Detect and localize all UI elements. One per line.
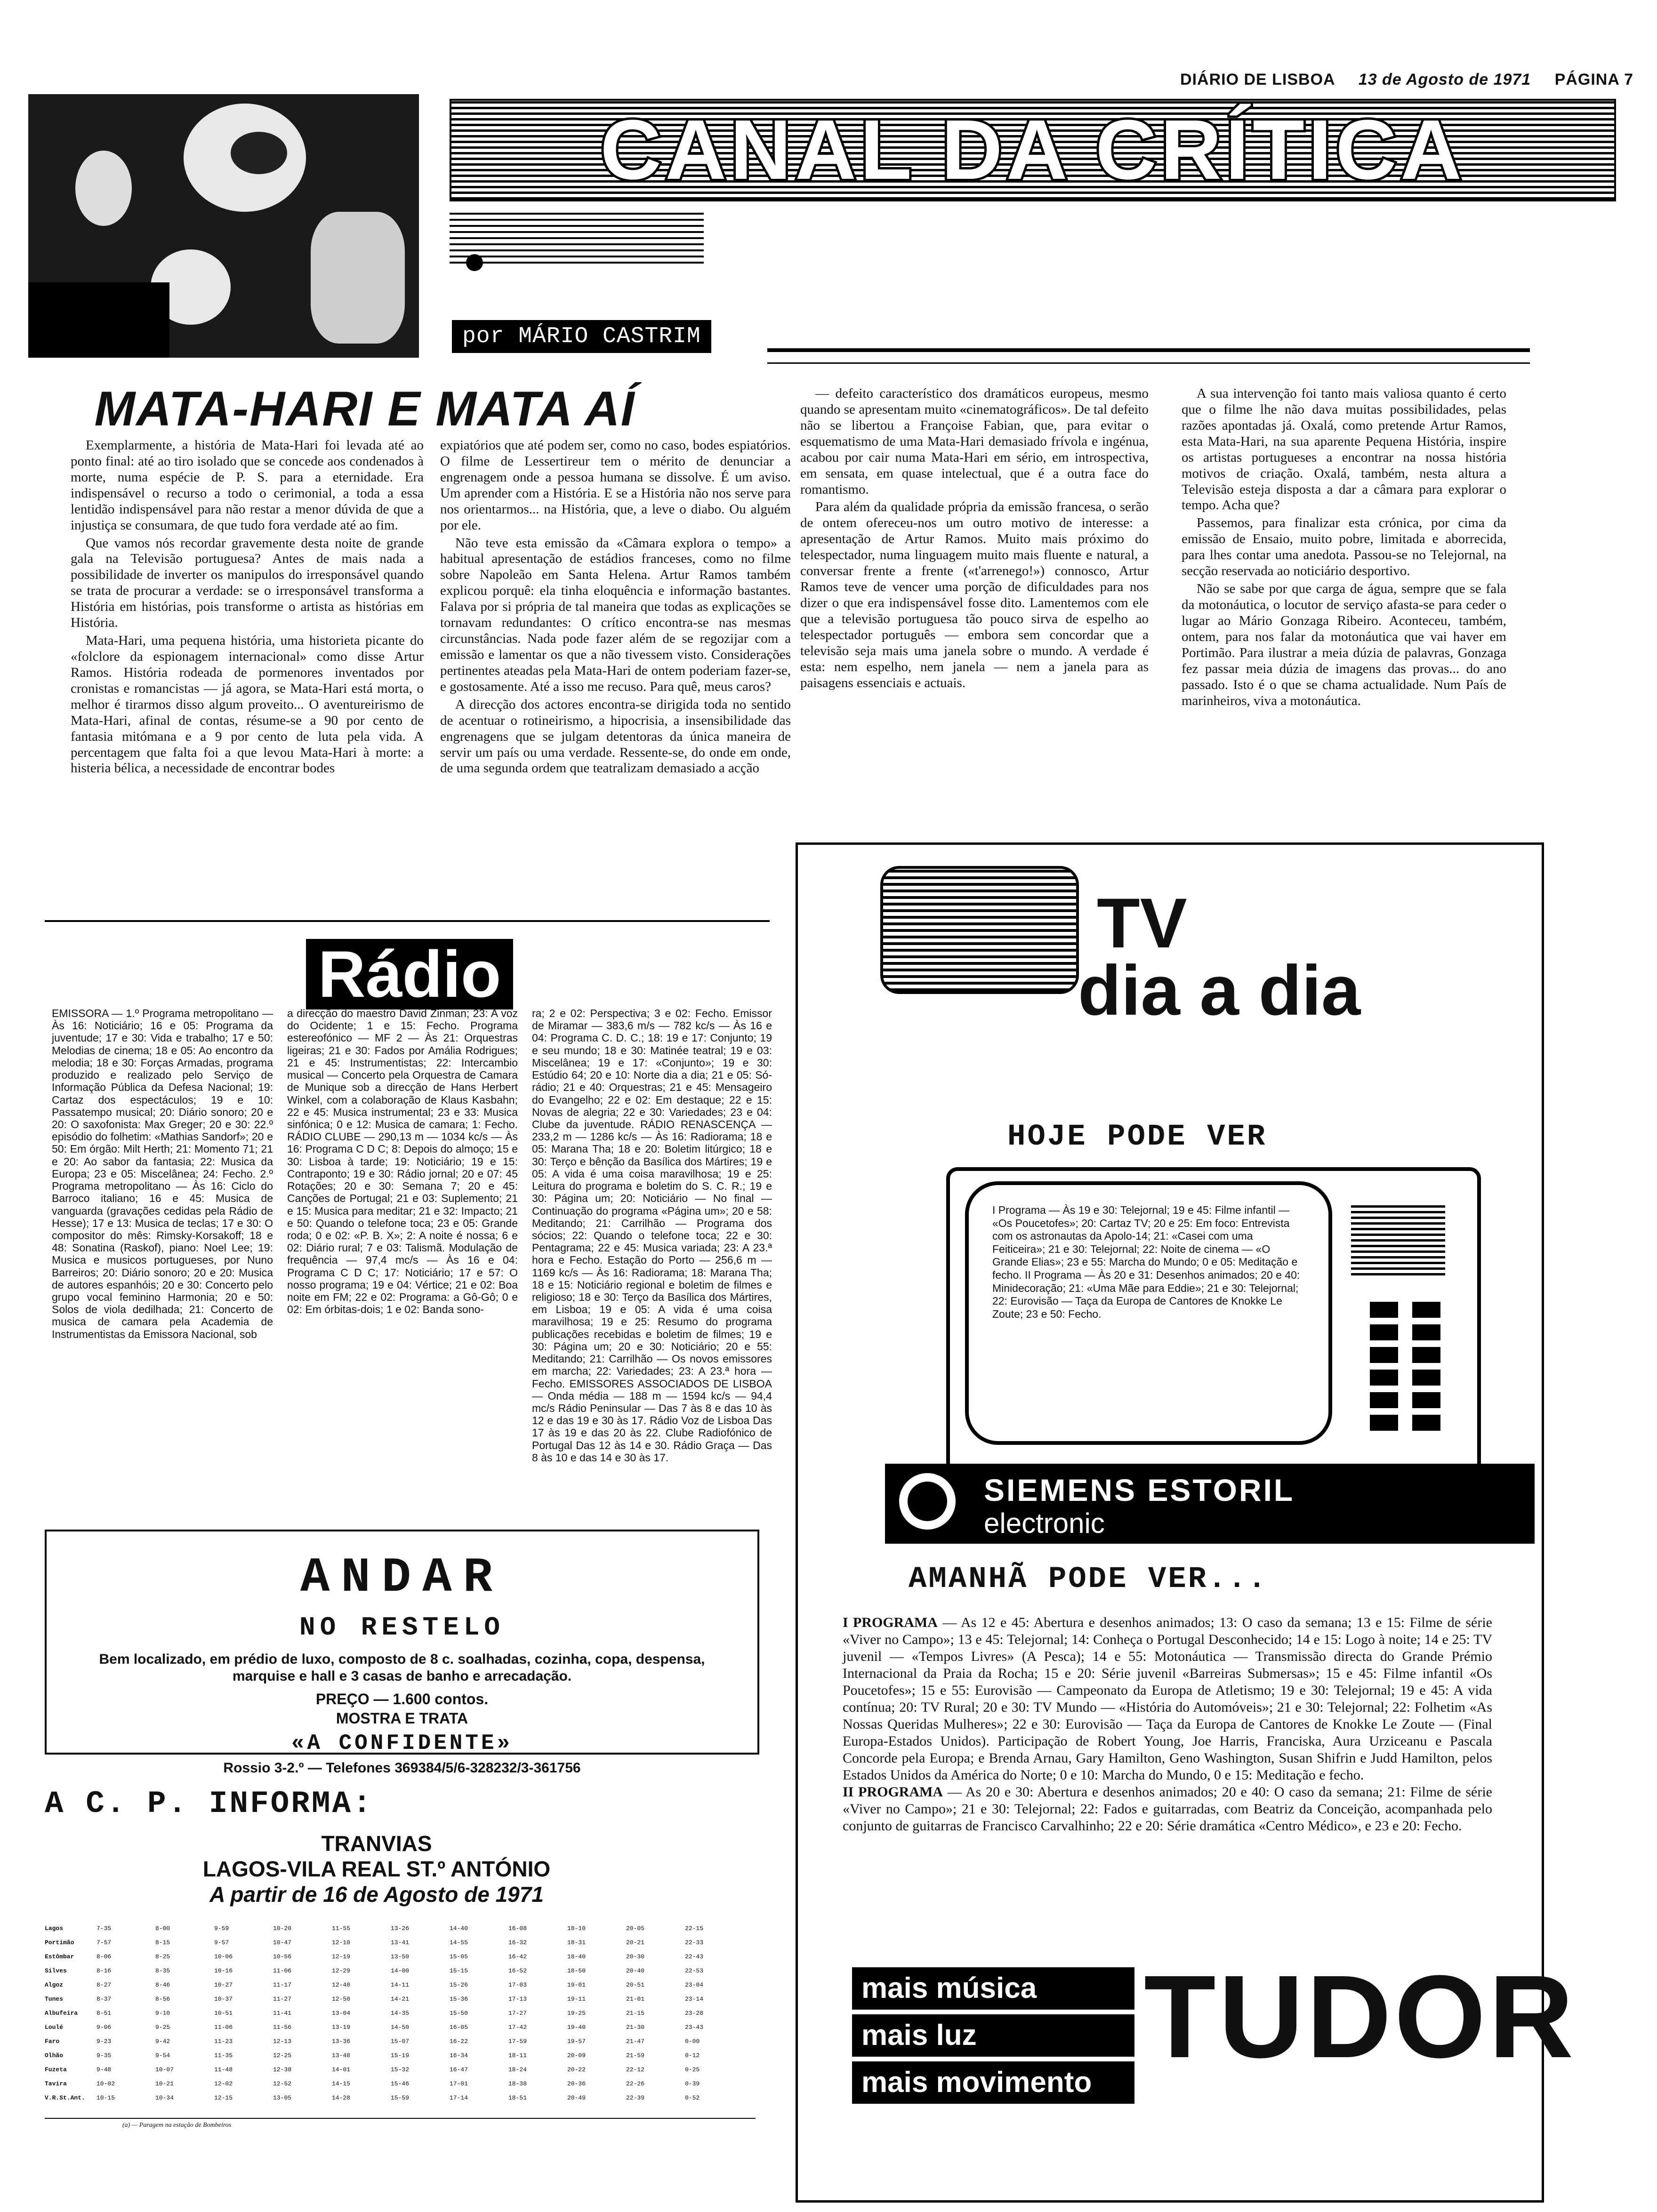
program-1 <box>843 1614 1492 1784</box>
timetable-cell: 14-11 <box>391 1981 410 1988</box>
timetable-cell: 21-15 <box>626 2010 645 2017</box>
timetable-cell: 18-11 <box>508 2052 527 2059</box>
timetable-cell: 16-22 <box>450 2038 468 2045</box>
timetable-cell: 18-38 <box>508 2080 527 2087</box>
timetable-cell: 10-34 <box>155 2094 174 2101</box>
timetable-cell: 10-47 <box>273 1939 292 1946</box>
timetable-cell: 0-00 <box>685 2038 700 2045</box>
timetable-cell: 9-10 <box>155 2010 170 2017</box>
timetable-cell: 20-30 <box>626 1953 645 1960</box>
timetable-cell: 22-26 <box>626 2080 645 2087</box>
timetable-cell: 11-06 <box>214 2024 233 2031</box>
timetable-cell: 15-36 <box>450 1996 468 2003</box>
timetable-heading <box>165 1831 588 1907</box>
timetable-cell: 23-43 <box>685 2024 704 2031</box>
program-2 <box>843 1784 1492 1835</box>
timetable-cell: 21-01 <box>626 1996 645 2003</box>
timetable-cell: 14-35 <box>391 2010 410 2017</box>
timetable-cell: 12-52 <box>273 2080 292 2087</box>
timetable-cell: 8-16 <box>97 1967 112 1974</box>
timetable-cell: 11-06 <box>273 1967 292 1974</box>
paragraph: expiatórios que até podem ser, como no caso, bodes espiatórios. O filme de Lessertireur tem o mérito de denunciar a engrenagem onde a pessoa humana se dissolve. É um aviso. Um aprender com a História. E se a História não nos serve para nos orientarmos... na História, que, a leve o diabo. Ou alguém por ele. <box>440 438 791 533</box>
timetable-cell: 13-19 <box>332 2024 351 2031</box>
timetable-cell: 7-35 <box>97 1925 112 1932</box>
article-photo <box>28 94 419 358</box>
timetable-cell: 22-53 <box>685 1967 704 1974</box>
tv-logo <box>1078 883 1361 1030</box>
timetable-cell: 14-00 <box>391 1967 410 1974</box>
tv-logo-screen <box>880 866 1079 994</box>
timetable-cell: 9-54 <box>155 2052 170 2059</box>
timetable-cell: 8-00 <box>155 1925 170 1932</box>
timetable-cell: 16-08 <box>508 1925 527 1932</box>
station-name: Faro <box>45 2038 60 2045</box>
timetable-cell: 16-47 <box>450 2066 468 2073</box>
timetable-cell: 10-51 <box>214 2010 233 2017</box>
station-name: Silves <box>45 1967 67 1974</box>
page-number: PÁGINA 7 <box>1554 71 1633 88</box>
timetable-cell: 13-48 <box>332 2052 351 2059</box>
paper-name: DIÁRIO DE LISBOA <box>1180 71 1335 88</box>
timetable-cell: 19-01 <box>567 1981 586 1988</box>
rule <box>45 2118 756 2119</box>
station-name: V.R.St.Ant. <box>45 2094 85 2101</box>
timetable-cell: 10-16 <box>214 1967 233 1974</box>
timetable-cell: 9-57 <box>214 1939 229 1946</box>
timetable-cell: 12-25 <box>273 2052 292 2059</box>
timetable-cell: 21-47 <box>626 2038 645 2045</box>
real-estate-ad <box>45 1530 759 1776</box>
section-rule <box>45 920 770 922</box>
timetable-cell: 16-42 <box>508 1953 527 1960</box>
program-2-text: — As 20 e 30: Abertura e desenhos animados; 20 e 40: O caso da semana; 21: Filme de série «Viver no Campo»; 21 e 30: Telejornal; 22: Fados e guitarradas, com Beatriz da Conceição, acompanhada pelo conjunto de guitarras de Francisco Carvalhinho; 22 e 20: Série dramática «Centro Médico», e 23 e 20: Fecho. <box>843 1784 1492 1834</box>
paragraph: Exemplarmente, a história de Mata-Hari foi levada até ao ponto final: até ao tiro isolado que se concede aos condenados à morte, numa espécie de P. S. para a eternidade. Era indispensável o recurso a todo o cerimonial, a toda a essa lentidão indispensável para não restar a menor dúvida de que a injustiça se consumara, de que tudo fora verdade até ao fim. <box>71 438 424 533</box>
timetable-cell: 13-04 <box>332 2010 351 2017</box>
siemens-banner <box>885 1464 1535 1544</box>
timetable-cell: 18-51 <box>508 2094 527 2101</box>
timetable-cell: 8-51 <box>97 2010 112 2017</box>
timetable-cell: 10-27 <box>214 1981 233 1988</box>
timetable-cell: 19-40 <box>567 2024 586 2031</box>
timetable-cell: 12-19 <box>332 1953 351 1960</box>
timetable-cell: 15-50 <box>450 2010 468 2017</box>
timetable-cell: 0-25 <box>685 2066 700 2073</box>
timetable-cell: 13-36 <box>332 2038 351 2045</box>
paragraph: A direcção dos actores encontra-se dirigida toda no sentido de acentuar o rotineirismo, a hipocrisia, a insensibilidade das engrenagens que se julgam detentoras da única maneira de servir um país ou uma verdade. Ressente-se, do onde em onde, de uma segunda ordem que teatralizam demasiado a acção <box>440 697 791 776</box>
timetable-cell: 10-06 <box>214 1953 233 1960</box>
timetable-cell: 15-15 <box>450 1967 468 1974</box>
timetable-cell: 17-01 <box>450 2080 468 2087</box>
paragraph: A sua intervenção foi tanto mais valiosa quanto é certo que o filme lhe não dava muitas possibilidades, pelas razões apontadas já. Oxalá, como pretende Artur Ramos, esta Mata-Hari, na sua aparente Pequena História, inspire os artistas portugueses a encontrar na nossa história motivos de criação. Oxalá, também, nesta altura a Televisão esteja disposta a dar a câmara para explorar o tempo. Acha que? <box>1182 386 1506 513</box>
timetable-cell: 17-14 <box>450 2094 468 2101</box>
timetable-cell: 13-05 <box>273 2094 292 2101</box>
tv-logo-line1: TV <box>1097 883 1187 962</box>
paragraph: Passemos, para finalizar esta crónica, por cima da emissão de Ensaio, muito pobre, limitada e aborrecida, para lhes contar uma anedota. Passou-se no Telejornal, na secção reservada ao noticiário desportivo. <box>1182 515 1506 579</box>
timetable-cell: 12-15 <box>214 2094 233 2101</box>
station-name: Albufeira <box>45 2010 78 2017</box>
timetable-cell: 22-33 <box>685 1939 704 1946</box>
timetable-cell: 15-05 <box>450 1953 468 1960</box>
timetable-cell: 8-56 <box>155 1996 170 2003</box>
timetable-cell: 11-48 <box>214 2066 233 2073</box>
timetable-cell: 17-03 <box>508 1981 527 1988</box>
timetable-cell: 14-40 <box>450 1925 468 1932</box>
ad-description: Bem localizado, em prédio de luxo, composto de 8 c. soalhadas, cozinha, copa, despensa, marquise e hall e 3 casas de banho e arrecadação. <box>99 1651 705 1684</box>
ad-subtitle: NO RESTELO <box>299 1612 505 1643</box>
article-title: MATA-HARI E MATA AÍ <box>94 382 635 436</box>
program-2-label: II PROGRAMA <box>843 1784 943 1800</box>
tv-screen-listing: I Programa — Às 19 e 30: Telejornal; 19 e 45: Filme infantil — «Os Poucetofes»; 20: Cartaz TV; 20 e 25: Em foco: Entrevista com os astronautas da Apolo-14; 21: «Casei com uma Feiticeira»; 21 e 30: Telejornal; 22: Noite de cinema — «O Grande Elias»; 23 e 55: Marcha do Mundo; 0 e 05: Meditação e fecho. II Programa — Às 20 e 31: Desenhos animados; 20 e 40: Minidecoração; 21: «Uma Mãe para Eddie»; 21 e 30: Telejornal; 22: Eurovisão — Taça da Europa de Cantores de Knokke Le Zoute; 23 e 50: Fecho. <box>965 1181 1332 1445</box>
timetable-cell: 20-05 <box>626 1925 645 1932</box>
timetable-cell: 8-15 <box>155 1939 170 1946</box>
slogan: mais música <box>852 1967 1134 2010</box>
tv-controls <box>1342 1186 1459 1459</box>
slogan: mais luz <box>852 2014 1134 2057</box>
paragraph: Para além da qualidade própria da emissão francesa, o serão de ontem ofereceu-nos um outro motivo de interesse: a apresentação de Artur Ramos. Muito mais próximo do telespectador, numa linguagem muito mais fluente e natural, a conversar frente a frente («t'arrenego!») connosco, Artur Ramos teve de vencer uma porção de dificuldades para nos dizer o que era indispensável fosse dito. Lamentemos com ele que a televisão portuguesa tão pouco sirva de espelho ao telespectador português — embora sem concordar que a televisão seja mais uma janela sobre o mundo. A verdade é esta: nem espelho, nem janela — nem a janela para as paisagens essenciais e actuais. <box>800 499 1149 690</box>
timetable-cell: 0-52 <box>685 2094 700 2101</box>
tomorrow-heading: AMANHÃ PODE VER... <box>909 1563 1268 1596</box>
timetable-cell: 18-50 <box>567 1967 586 1974</box>
timetable-cell: 11-23 <box>214 2038 233 2045</box>
timetable-cell: 12-29 <box>332 1967 351 1974</box>
timetable-cell: 20-36 <box>567 2080 586 2087</box>
byline: por MÁRIO CASTRIM <box>452 320 711 353</box>
timetable-cell: 9-48 <box>97 2066 112 2073</box>
rule <box>767 348 1530 352</box>
timetable-cell: 20-49 <box>567 2094 586 2101</box>
timetable-cell: 22-15 <box>685 1925 704 1932</box>
timetable-cell: 18-24 <box>508 2066 527 2073</box>
timetable-cell: 17-27 <box>508 2010 527 2017</box>
timetable-cell: 17-42 <box>508 2024 527 2031</box>
timetable-cell: 20-40 <box>626 1967 645 1974</box>
timetable-cell: 18-40 <box>567 1953 586 1960</box>
station-name: Lagos <box>45 1925 64 1932</box>
ad-title: ANDAR <box>300 1550 504 1606</box>
paragraph: — defeito característico dos dramáticos europeus, mesmo quando se apresentam muito «cinematográficos». De tal defeito não se libertou a Françoise Fabian, que, para evitar o esquematismo de uma Mata-Hari demasiado frívola e ingénua, acabou por cair numa Mata-Hari em sério, em introspectiva, em sensata, em quase intelectual, que é a outra face do romantismo. <box>800 386 1149 497</box>
ad-show: MOSTRA E TRATA <box>336 1710 468 1727</box>
radio-heading: Rádio <box>306 939 513 1010</box>
timetable-cell: 9-06 <box>97 2024 112 2031</box>
brand-sub: electronic <box>984 1507 1105 1539</box>
tv-logo-line2: dia a dia <box>1078 950 1361 1030</box>
slogan: mais movimento <box>852 2061 1134 2104</box>
timetable <box>45 1925 756 2113</box>
tudor-logo: TUDOR <box>1144 1951 1577 2082</box>
masthead-title: CANAL DA CRÍTICA <box>600 103 1465 197</box>
station-name: Loulé <box>45 2024 64 2031</box>
timetable-date: A partir de 16 de Agosto de 1971 <box>209 1882 544 1907</box>
timetable-cell: 17-59 <box>508 2038 527 2045</box>
timetable-cell: 11-56 <box>273 2024 292 2031</box>
radio-column-1: EMISSORA — 1.º Programa metropolitano — Às 16: Noticiário; 16 e 05: Programa da juventude; 17 e 30: Vida e trabalho; 17 e 50: Melodias de cinema; 18 e 05: Ao encontro da melodia; 18 e 30: Forças Armadas, programa produzido e realizado pelo Serviço de Informação Pública da Defesa Nacional; 19: Cartaz dos espectáculos; 19 e 10: Passatempo musical; 20: Diário sonoro; 20 e 20: O saxofonista: Max Greger; 20 e 30: 22.º episódio do folhetim: «Mathias Sandorf»; 20 e 50: Em órgão: Milt Herth; 21: Momento 71; 21 e 20: Ao sabor da fantasia; 22: Musica da Europa; 23 e 05: Miscelânea; 24: Fecho. 2.º Programa metropolitano — Às 16: Ciclo do Barroco italiano; 16 e 45: Musica de vanguarda (gravações cedidas pela Rádio de Hesse); 17 e 13: Musica de teclas; 17 e 30: O compositor do mês: Rimsky-Korsakoff; 18 e 48: Sonatina (Raskof), piano: Noel Lee; 19: Musica e musicos portugueses, por Nuno Barreiros; 20: Diário sonoro; 20 e 20: Musica de autores espanhóis; 20 e 30: Concerto pelo grupo vocal feminino Harmonia; 20 e 50: Solos de viola dedilhada; 21: Concerto de musica de camara pela Academia de Instrumentistas da Emissora Nacional, sob <box>52 1007 273 1340</box>
timetable-cell: 11-55 <box>332 1925 351 1932</box>
timetable-cell: 0-12 <box>685 2052 700 2059</box>
timetable-cell: 12-50 <box>332 1996 351 2003</box>
timetable-note: (a) — Paragem na estação de Bombeiros <box>122 2122 232 2129</box>
timetable-cell: 22-39 <box>626 2094 645 2101</box>
timetable-cell: 10-07 <box>155 2066 174 2073</box>
timetable-cell: 19-25 <box>567 2010 586 2017</box>
station-name: Fuzeta <box>45 2066 67 2073</box>
acp-title: A C. P. INFORMA: <box>45 1786 373 1821</box>
timetable-cell: 16-32 <box>508 1939 527 1946</box>
timetable-cell: 21-30 <box>626 2024 645 2031</box>
today-heading: HOJE PODE VER <box>1007 1120 1267 1154</box>
timetable-cell: 8-25 <box>155 1953 170 1960</box>
program-1-label: I PROGRAMA <box>843 1615 938 1630</box>
paragraph: Que vamos nós recordar gravemente desta noite de grande gala na Televisão portuguesa? Antes de mais nada a possibilidade de inverter os manipulos do irresponsável quando se trata de procurar a verdade: se o irresponsável transforma a História em histórias, pois transforme o artista as histórias em História. <box>71 535 424 631</box>
timetable-cell: 22-43 <box>685 1953 704 1960</box>
timetable-cell: 11-35 <box>214 2052 233 2059</box>
timetable-cell: 8-35 <box>155 1967 170 1974</box>
timetable-cell: 18-31 <box>567 1939 586 1946</box>
ad-contact: Rossio 3-2.º — Telefones 369384/5/6-328232/3-361756 <box>223 1760 581 1776</box>
timetable-cell: 20-51 <box>626 1981 645 1988</box>
timetable-cell: 12-02 <box>214 2080 233 2087</box>
timetable-cell: 10-37 <box>214 1996 233 2003</box>
timetable-cell: 23-14 <box>685 1996 704 2003</box>
timetable-cell: 22-12 <box>626 2066 645 2073</box>
timetable-cell: 16-34 <box>450 2052 468 2059</box>
issue-date: 13 de Agosto de 1971 <box>1358 71 1531 88</box>
timetable-cell: 8-37 <box>97 1996 112 2003</box>
station-name: Estômbar <box>45 1953 74 1960</box>
timetable-cell: 13-50 <box>391 1953 410 1960</box>
article-column-1 <box>71 438 424 778</box>
timetable-cell: 10-02 <box>97 2080 115 2087</box>
timetable-cell: 10-15 <box>97 2094 115 2101</box>
paragraph: Mata-Hari, uma pequena história, uma historieta picante do «folclore da espionagem internacional» como disse Artur Ramos. História rodeada de pormenores inventados por cronistas e romancistas — já agora, se Mata-Hari está morta, o melhor é tirarmos disso algum proveito... O aventureirismo de Mata-Hari, afinal de contas, résume-se a 90 por cento de fantasia mitómana e a 9 por cento de luta pela vida. A percentagem que falta foi a que levou Mata-Hari à morte: a histeria bélica, a necessidade de encontrar bodes <box>71 633 424 776</box>
article-column-4 <box>1182 386 1506 711</box>
timetable-cell: 10-20 <box>273 1925 292 1932</box>
station-name: Portimão <box>45 1939 74 1946</box>
timetable-cell: 11-17 <box>273 1981 292 1988</box>
timetable-cell: 15-32 <box>391 2066 410 2073</box>
radio-column-2: a direcção do maestro David Zinman; 23: A voz do Ocidente; 1 e 15: Fecho. Programa estereofónico — MF 2 — Às 21: Orquestras ligeiras; 21 e 30: Fados por Amália Rodrigues; 21 e 45: Instrumentistas; 22: Intercambio musical — Concerto pela Orquestra de Camara de Munique sob a direcção de Hans Herbert Winkel, com a colaboração de Klaus Kasbahn; 22 e 45: Musica instrumental; 23 e 33: Musica sinfónica; 0 e 12: Musica de camara; 1: Fecho. RÁDIO CLUBE — 290,13 m — 1034 kc/s — Às 16: Programa C D C; 8: Depois do almoço; 15 e 30: Lisboa à tarde; 19: Noticiário; 19 e 15: Contraponto; 19 e 30: Rádio jornal; 20 e 07: 45 Rotações; 20 e 30: Semana 7; 20 e 45: Canções de Portugal; 21 e 03: Suplemento; 21 e 15: Musica para meditar; 21 e 32: Impacto; 21 e 50: Quando o telefone toca; 23 e 05: Grande roda; 0 e 02: «P. B. X»; 2: A noite é nossa; 6 e 02: Diário rural; 7 e 03: Talismã. Modulação de frequência — 97,4 mc/s — Às 16 e 04: Programa C D C; 17: Noticiário; 17 e 57: O nosso programa; 19 e 04: Vértice; 21 e 02: Boa noite em FM; 22 e 02: Programa: a Gô-Gô; 0 e 02: Em órbitas-dois; 1 e 02: Banda sono- <box>287 1007 518 1316</box>
timetable-cell: 13-41 <box>391 1939 410 1946</box>
timetable-cell: 8-46 <box>155 1981 170 1988</box>
article-column-3 <box>800 386 1149 693</box>
timetable-cell: 14-15 <box>332 2080 351 2087</box>
timetable-cell: 15-19 <box>391 2052 410 2059</box>
tomorrow-listing <box>843 1614 1492 1835</box>
timetable-cell: 14-50 <box>391 2024 410 2031</box>
timetable-cell: 13-26 <box>391 1925 410 1932</box>
timetable-cell: 10-21 <box>155 2080 174 2087</box>
station-name: Tunes <box>45 1996 64 2003</box>
timetable-cell: 8-27 <box>97 1981 112 1988</box>
siemens-logo-icon <box>899 1473 956 1530</box>
timetable-cell: 12-40 <box>332 1981 351 1988</box>
station-name: Tavira <box>45 2080 67 2087</box>
tudor-ad <box>852 1951 1577 2108</box>
timetable-cell: 11-41 <box>273 2010 292 2017</box>
timetable-cell: 23-28 <box>685 2010 704 2017</box>
timetable-cell: 9-42 <box>155 2038 170 2045</box>
timetable-cell: 15-59 <box>391 2094 410 2101</box>
timetable-cell: 15-07 <box>391 2038 410 2045</box>
paragraph: Não teve esta emissão da «Câmara explora o tempo» a habitual apresentação de estádios franceses, como no filme sobre Napoleão em Santa Helena. Artur Ramos também explicou porquê: ela tinha eloquência e informação bastantes. Falava por si própria de tal maneira que todas as explicações se tornavam redundantes: O crítico encontra-se nas mesmas circunstâncias. Nada pode fazer além de se regozijar com a emissão e lamentar os que a não tivessem visto. Considerações pertinentes ateadas pela Mata-Hari de ontem poderiam fazer-se, e gostosamente. Até a isso me recuso. Para quê, meus caros? <box>440 535 791 694</box>
paragraph: Não se sabe por que carga de água, sempre que se fala da motonáutica, o locutor de serviço afasta-se para ceder o lugar ao Mário Gonzaga Ribeiro. Aconteceu, também, ontem, para nos falar da motonáutica que vai haver em Portimão. Para ilustrar a meia dúzia de palavras, Gonzaga fez passar meia dúzia de imagens das provas... do ano passado. Isto é o que se chama actualidade. Num País de marinheiros, viva a motonáutica. <box>1182 581 1506 708</box>
timetable-cell: 17-13 <box>508 1996 527 2003</box>
timetable-cell: 9-35 <box>97 2052 112 2059</box>
timetable-cell: 21-59 <box>626 2052 645 2059</box>
rule <box>767 362 1530 364</box>
timetable-cell: 18-10 <box>567 1925 586 1932</box>
timetable-cell: 12-13 <box>273 2038 292 2045</box>
timetable-cell: 12-10 <box>332 1939 351 1946</box>
page-header <box>1180 71 1633 89</box>
timetable-cell: 9-23 <box>97 2038 112 2045</box>
timetable-cell: 9-25 <box>155 2024 170 2031</box>
decorative-lines <box>450 212 704 264</box>
ad-price: PREÇO — 1.600 contos. <box>315 1691 489 1707</box>
timetable-cell: 14-28 <box>332 2094 351 2101</box>
timetable-cell: 10-56 <box>273 1953 292 1960</box>
timetable-cell: 9-59 <box>214 1925 229 1932</box>
timetable-cell: 20-09 <box>567 2052 586 2059</box>
timetable-cell: 19-11 <box>567 1996 586 2003</box>
timetable-cell: 16-05 <box>450 2024 468 2031</box>
brand-name: SIEMENS ESTORIL <box>984 1473 1295 1507</box>
timetable-cell: 23-04 <box>685 1981 704 1988</box>
station-name: Olhão <box>45 2052 64 2059</box>
ad-agent: «A CONFIDENTE» <box>291 1731 513 1755</box>
timetable-route: LAGOS-VILA REAL ST.º ANTÓNIO <box>202 1857 551 1881</box>
timetable-cell: 14-21 <box>391 1996 410 2003</box>
timetable-cell: 12-38 <box>273 2066 292 2073</box>
timetable-cell: 14-55 <box>450 1939 468 1946</box>
program-1-text: — As 12 e 45: Abertura e desenhos animados; 13: O caso da semana; 13 e 15: Filme de série «Viver no Campo»; 13 e 45: Telejornal; 14: Conheça o Portugal Desconhecido; 14 e 15: Logo à noite; 14 e 25: TV juvenil — «Tempos Livres» (A Pesca); 14 e 55: Motonáutica — Transmissão directa do Grande Prémio Internacional da Praia da Rocha; 15 e 20: Série juvenil «Barreiras Submersas»; 15 e 45: Filme infantil «Os Poucetofes»; 15 e 55: Eurovisão — Campeonato da Europa de Atletismo; 19 e 30: Telejornal; 19 e 45: A vida contínua; 20: TV Rural; 20 e 30: TV Mundo — «História do Automóveis»; 21 e 30: Telejornal; 22: Folhetim «As Nossas Queridas Mulheres»; 22 e 30: Eurovisão — Taça da Europa de Cantores de Knokke Le Zoute — (Final Europa-Estados Unidos). Participação de Robert Young, Joe Harris, Franciska, Aura Urziceanu e Pascala Concorde pela Europa; e Brenda Arnau, Gary Hamilton, Geno Washington, Susan Shifrin e Judd Hamilton, pelos Estados Unidos da América do Norte; 0 e 10: Marcha do Mundo, 0 e 15: Meditação e fecho. <box>843 1615 1492 1783</box>
timetable-cell: 16-52 <box>508 1967 527 1974</box>
timetable-cell: 0-39 <box>685 2080 700 2087</box>
radio-column-3: ra; 2 e 02: Perspectiva; 3 e 02: Fecho. Emissor de Miramar — 383,6 m/s — 782 kc/s — Às 16 e 04: Programa C. D. C.; 18: 19 e 17: Conjunto; 19 e seu mundo; 18 e 30: Matinée teatral; 19 e 03: Miscelânea; 19 e 17: «Conjunto»; 19 e 30: Estúdio 64; 20 e 10: Norte dia a dia; 21 e 05: Só-rádio; 21 e 40: Orquestras; 21 e 45: Mensageiro do Evangelho; 22 e 02: Em destaque; 22 e 15: Novas de alegria; 22 e 30: Variedades; 23 e 04: Clube da juventude. RÁDIO RENASCENÇA — 233,2 m — 1286 kc/s — Às 16: Radiorama; 18 e 05: Marana Tha; 18 e 20: Boletim litúrgico; 18 e 30: Terço e bênção da Basílica dos Mártires; 19 e 05: A vida é uma coisa maravilhosa; 19 e 25: Leitura do programa e boletim do S. C. R.; 19 e 30: Página um; 20: Noticiário — No final — Continuação do programa «Página um»; 20 e 58: Meditando; 21: Carrilhão — Programa dos sócios; 22: Quando o telefone toca; 22 e 30: Pentagrama; 22 e 45: Musica variada; 23: A 23.ª hora e Fecho. Estação do Porto — 256,6 m — 1169 kc/s — Às 16: Radiorama; 18: Marana Tha; 18 e 15: Noticiário regional e boletim de filmes e religioso; 18 e 30: Terço da Basílica dos Mártires, em Lisboa; 19 e 05: A vida é uma coisa maravilhosa; 19 e 25: Resumo do programa publicações recebidas e boletim de filmes; 19 e 30: Página um; 20 e 30: Noticiário; 20 e 55: Meditando; 21: Carrilhão — Os novos emissores em marcha; 22: Variedades; 23: A 23.ª hora — Fecho. EMISSORES ASSOCIADOS DE LISBOA — Onda média — 188 m — 1594 kc/s — 94,4 mc/s Rádio Peninsular — Das 7 às 8 e das 10 às 12 e das 19 e 30 às 17. Rádio Voz de Lisboa Das 17 às 19 e das 20 às 22. Clube Radiofónico de Portugal Das 12 às 14 e 30. Rádio Graça — Das 8 às 10 e das 14 e 30 às 17. <box>532 1007 772 1464</box>
bullet-dot <box>466 254 483 271</box>
timetable-cell: 8-06 <box>97 1953 112 1960</box>
timetable-cell: 19-57 <box>567 2038 586 2045</box>
article-column-2 <box>440 438 791 778</box>
timetable-cell: 7-57 <box>97 1939 112 1946</box>
timetable-cell: 11-27 <box>273 1996 292 2003</box>
timetable-cell: 20-21 <box>626 1939 645 1946</box>
timetable-cell: 15-26 <box>450 1981 468 1988</box>
timetable-cell: 15-46 <box>391 2080 410 2087</box>
station-name: Algoz <box>45 1981 64 1988</box>
timetable-title: TRANVIAS <box>321 1831 432 1856</box>
timetable-cell: 20-22 <box>567 2066 586 2073</box>
masthead <box>450 99 1616 201</box>
timetable-cell: 14-01 <box>332 2066 351 2073</box>
